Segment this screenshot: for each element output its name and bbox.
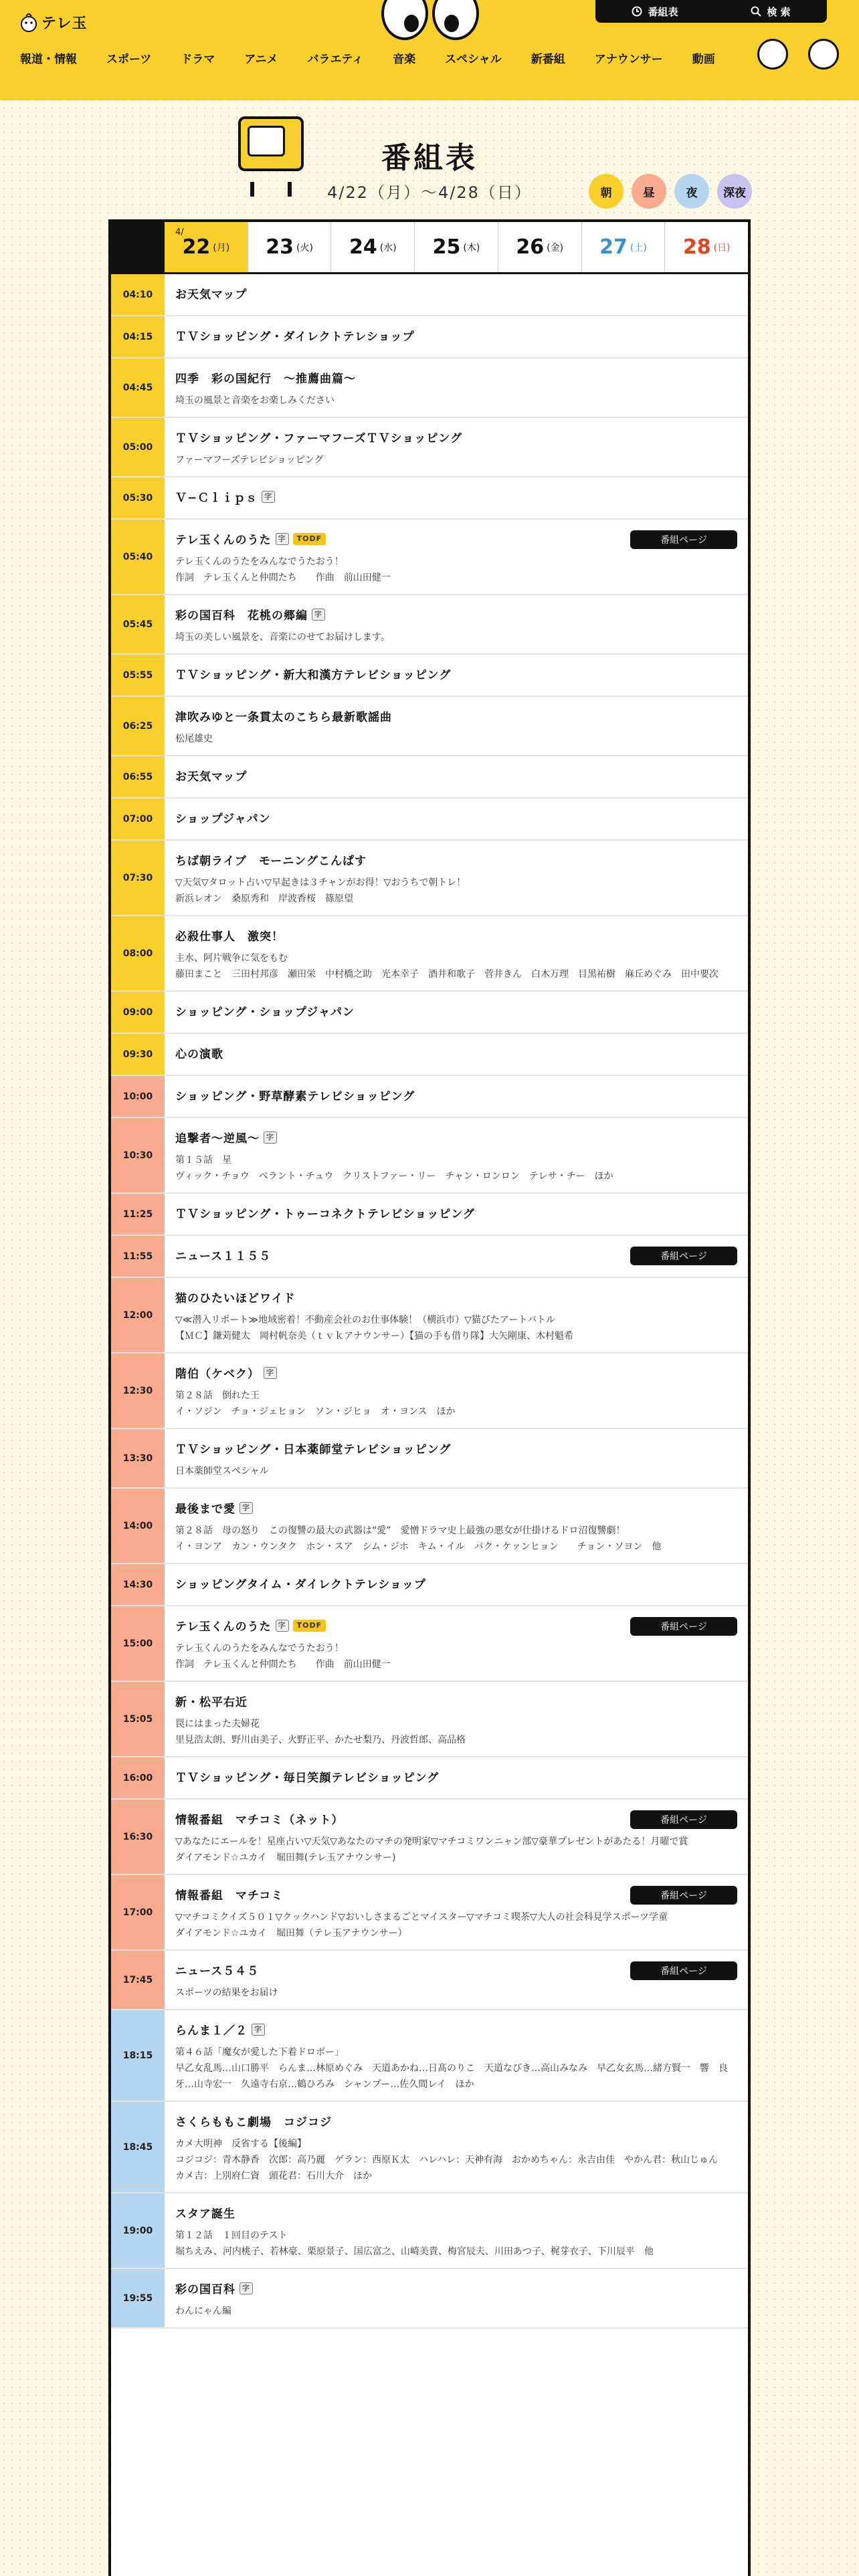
logo-text: テレ玉 <box>41 15 88 32</box>
program-title-text: ニュース５４５ <box>175 1965 260 1978</box>
day-weekday: (金) <box>547 242 564 253</box>
time-filter-group <box>589 174 752 209</box>
program-time: 07:30 <box>111 841 165 915</box>
program-time: 05:55 <box>111 655 165 695</box>
program-title[interactable] <box>175 927 737 944</box>
program-title[interactable] <box>175 369 737 386</box>
description-line: スポーツの結果をお届け <box>175 1988 278 1998</box>
program-cell[interactable] <box>165 1034 748 1075</box>
mascot-icon[interactable] <box>757 39 788 70</box>
day-tabs <box>111 222 748 274</box>
description-line: 里見浩太朗、野川由美子、火野正平、かたせ梨乃、丹波哲郎、高品格 <box>175 1735 466 1745</box>
day-number: 25 <box>432 235 461 259</box>
description-line: 主水、阿片戦争に気をもむ <box>175 953 288 964</box>
program-title[interactable] <box>175 1364 737 1381</box>
nav-item[interactable]: スペシャル <box>445 53 502 66</box>
program-row <box>111 916 748 992</box>
program-row <box>111 1564 748 1606</box>
program-title[interactable] <box>175 606 737 623</box>
program-page-button[interactable]: 番組ページ <box>630 530 737 549</box>
program-cell[interactable] <box>165 1800 748 1874</box>
nav-item[interactable]: 動画 <box>692 53 715 66</box>
program-description <box>175 875 737 907</box>
description-line: 第２８話 母の怒り この復讐の最大の武器は“愛” 愛憎ドラマ史上最強の悪女が仕掛けるドロ沼復讐劇！ <box>175 1525 626 1536</box>
subtitle-badge: 字 <box>276 533 289 545</box>
program-title-text: ＴＶショッピング・新大和漢方テレビショッピング <box>175 669 452 682</box>
date-range: 4/22（月）〜4/28（日） <box>327 183 532 202</box>
character-icon[interactable] <box>808 39 839 70</box>
subtitle-badge: 字 <box>276 1620 289 1632</box>
program-time: 10:30 <box>111 1118 165 1192</box>
program-time: 15:05 <box>111 1682 165 1756</box>
program-cell[interactable] <box>165 1757 748 1798</box>
program-cell[interactable] <box>165 2102 748 2192</box>
program-row <box>111 697 748 756</box>
program-title[interactable] <box>175 1002 737 1019</box>
day-weekday: (日) <box>713 242 731 253</box>
program-row <box>111 992 748 1034</box>
program-row <box>111 1354 748 1429</box>
program-description <box>175 1312 737 1344</box>
program-page-button[interactable]: 番組ページ <box>630 1886 737 1905</box>
program-title[interactable] <box>175 1129 737 1146</box>
program-title-text: ＴＶショッピング・毎日笑顔テレビショッピング <box>175 1772 440 1785</box>
todf-badge: TODF <box>293 1620 326 1632</box>
program-row <box>111 1875 748 1951</box>
program-cell[interactable] <box>165 418 748 476</box>
program-title[interactable] <box>175 2280 737 2296</box>
nav-item[interactable]: ドラマ <box>181 53 215 66</box>
description-line: 【ＭＣ】鎌苅健太 岡村帆奈美（ｔｖｋアナウンサー）【猫の手も借り隊】大矢剛康、木村魁希 <box>175 1331 573 1341</box>
program-title-text: 彩の国百科 <box>175 2283 235 2296</box>
program-title[interactable] <box>175 2021 737 2038</box>
program-cell[interactable] <box>165 1076 748 1117</box>
program-title-text: 必殺仕事人 激突！ <box>175 930 284 944</box>
program-row <box>111 477 748 520</box>
program-row <box>111 756 748 798</box>
day-month: 4/ <box>175 227 184 237</box>
program-row <box>111 2269 748 2329</box>
tama-icon <box>20 13 37 32</box>
day-weekday: (火) <box>296 242 313 253</box>
program-title[interactable] <box>175 327 737 344</box>
program-cell[interactable] <box>165 2269 748 2327</box>
description-line: 第４６話「魔女が愛した下着ドロボー」 <box>175 2047 344 2058</box>
program-cell[interactable] <box>165 1278 748 1352</box>
program-list <box>111 274 748 2329</box>
program-description <box>175 950 737 982</box>
program-title-text: ニュース１１５５ <box>175 1250 272 1263</box>
program-row <box>111 1278 748 1354</box>
program-cell[interactable] <box>165 1429 748 1487</box>
description-line: 日本薬師堂スペシャル <box>175 1466 269 1477</box>
program-cell[interactable] <box>165 1354 748 1428</box>
subtitle-badge: 字 <box>312 609 325 621</box>
day-number: 23 <box>266 235 294 259</box>
program-title-text: テレ玉くんのうた <box>175 534 272 547</box>
program-time: 15:00 <box>111 1606 165 1681</box>
description-line: ヴィック・チョウ ベラント・チュウ クリストファー・リー チャン・ロンロン テレサ・チー ほか <box>175 1171 613 1182</box>
day-number: 26 <box>516 235 545 259</box>
program-row <box>111 274 748 316</box>
program-page-button[interactable]: 番組ページ <box>630 1617 737 1636</box>
program-time: 16:00 <box>111 1757 165 1798</box>
mascot-eyes <box>381 0 480 41</box>
program-title-text: 四季 彩の国紀行 〜推薦曲篇〜 <box>175 372 356 386</box>
program-title-text: 情報番組 マチコミ <box>175 1889 284 1903</box>
program-title-text: らんま１／２ <box>175 2024 248 2038</box>
program-time: 12:00 <box>111 1278 165 1352</box>
program-cell[interactable] <box>165 798 748 839</box>
program-title[interactable] <box>175 2204 737 2221</box>
program-title[interactable] <box>175 1087 737 1103</box>
description-line: ▽天気▽タロット占い▽早起きは３チャンがお得！▽おうちで朝トレ！ <box>175 877 466 888</box>
program-cell[interactable] <box>165 992 748 1033</box>
program-time: 04:15 <box>111 316 165 357</box>
program-title[interactable] <box>175 1768 737 1785</box>
description-line: カメ大明神 反省する【後編】 <box>175 2139 306 2149</box>
program-description <box>175 629 737 645</box>
program-title[interactable] <box>175 1499 737 1516</box>
program-description <box>175 2136 737 2184</box>
description-line: ▽マチコミクイズ５０１▽クックハンド▽おいしさまるごとマイスター▽マチコミ喫茶▽大人の社会科見学スポーツ学童 <box>175 1912 668 1923</box>
page-title: 番組表 <box>381 141 478 175</box>
subtitle-badge: 字 <box>240 1502 253 1514</box>
program-row <box>111 418 748 477</box>
program-row <box>111 1034 748 1076</box>
description-line: ▽あなたにエールを！星座占い▽天気▽あなたのマチの発明家▽マチコミワンニャン部▽豪華プレゼントがあたる！月曜で賞 <box>175 1836 688 1847</box>
time-filter-button[interactable]: 朝 <box>589 174 624 209</box>
program-time: 10:00 <box>111 1076 165 1117</box>
schedule-label: 番組表 <box>648 5 678 18</box>
time-filter-button[interactable]: 昼 <box>632 174 666 209</box>
program-cell[interactable] <box>165 595 748 653</box>
day-tab[interactable] <box>498 222 582 272</box>
program-title-text: ＴＶショッピング・トゥーコネクトテレビショッピング <box>175 1208 475 1221</box>
subtitle-badge: 字 <box>240 2282 253 2294</box>
program-description <box>175 1834 737 1866</box>
utility-bar <box>595 0 827 23</box>
description-line: 作詞 テレ玉くんと仲間たち 作曲 前山田健一 <box>175 572 391 583</box>
program-cell[interactable] <box>165 316 748 357</box>
program-time: 19:55 <box>111 2269 165 2327</box>
program-time: 07:00 <box>111 798 165 839</box>
program-title-text: ショッピング・ショップジャパン <box>175 1006 355 1019</box>
nav-item[interactable]: 新番組 <box>531 53 565 66</box>
program-cell[interactable] <box>165 477 748 518</box>
program-row <box>111 595 748 655</box>
program-time: 04:45 <box>111 358 165 417</box>
program-description <box>175 2044 737 2092</box>
program-time: 13:30 <box>111 1429 165 1487</box>
program-title-text: Ｖ−Ｃｌｉｐｓ <box>175 492 258 505</box>
program-row <box>111 1076 748 1118</box>
description-line: ダイアモンド☆ユカイ 堀田舞(テレ玉アナウンサー) <box>175 1852 396 1863</box>
program-page-button[interactable]: 番組ページ <box>630 1961 737 1980</box>
program-description <box>175 1640 737 1673</box>
nav-item[interactable]: アニメ <box>244 53 278 66</box>
program-time: 08:00 <box>111 916 165 990</box>
program-cell[interactable] <box>165 655 748 695</box>
program-time: 09:00 <box>111 992 165 1033</box>
program-title[interactable] <box>175 429 737 445</box>
program-title-text: 階伯（ケベク） <box>175 1368 260 1381</box>
program-row <box>111 2102 748 2193</box>
description-line: わんにゃん編 <box>175 2306 231 2317</box>
subtitle-badge: 字 <box>264 1132 277 1144</box>
nav-item[interactable]: アナウンサー <box>594 53 663 66</box>
program-title[interactable] <box>175 1204 737 1221</box>
program-row <box>111 1606 748 1682</box>
description-line: 早乙女乱馬…山口勝平 らんま…林原めぐみ 天道あかね…日髙のりこ 天道なびき…高山みなみ 早乙女玄馬…緒方賢一 響 良牙…山寺宏一 久遠寺右京…鶴ひろみ シャンプー…佐久間レイ ほか <box>175 2063 728 2090</box>
program-cell[interactable] <box>165 520 748 594</box>
program-cell[interactable] <box>165 1236 748 1277</box>
program-description <box>175 2303 737 2319</box>
program-title[interactable] <box>175 2113 737 2129</box>
description-line: 堀ちえみ、河内桃子、若林豪、栗原景子、国広富之、山崎美貴、梅宮辰夫、川田あつ子、梶芽衣子、下川辰平 他 <box>175 2246 654 2257</box>
program-time: 09:30 <box>111 1034 165 1075</box>
schedule-table <box>108 219 751 2576</box>
description-line: 第１５話 星 <box>175 1155 231 1166</box>
program-row <box>111 1489 748 1564</box>
program-title[interactable] <box>175 1440 737 1457</box>
program-title-text: ショップジャパン <box>175 813 271 826</box>
program-title[interactable] <box>175 1045 737 1061</box>
program-cell[interactable] <box>165 1682 748 1756</box>
day-number: 22 <box>182 235 211 259</box>
program-time: 17:00 <box>111 1875 165 1949</box>
program-row <box>111 358 748 418</box>
program-description <box>175 731 737 747</box>
program-cell[interactable] <box>165 2193 748 2268</box>
program-title-text: 津吹みゆと一条貫太のこちら最新歌謡曲 <box>175 711 392 724</box>
program-time: 11:25 <box>111 1194 165 1235</box>
program-time: 04:10 <box>111 274 165 315</box>
program-row <box>111 1236 748 1278</box>
program-row <box>111 1118 748 1194</box>
program-description <box>175 1388 737 1420</box>
program-description <box>175 393 737 409</box>
program-cell[interactable] <box>165 1194 748 1235</box>
program-cell[interactable] <box>165 841 748 915</box>
program-time: 18:15 <box>111 2010 165 2101</box>
site-header <box>0 0 859 100</box>
program-row <box>111 2010 748 2102</box>
description-line: イ・ヨンア カン・ウンタク ホン・スア シム・ジホ キム・イル パク・ケァンヒョン チョン・ソヨン 他 <box>175 1541 662 1552</box>
program-title-text: 新・松平右近 <box>175 1696 248 1709</box>
program-title-text: 情報番組 マチコミ（ネット） <box>175 1814 344 1827</box>
program-time: 16:30 <box>111 1800 165 1874</box>
program-cell[interactable] <box>165 1875 748 1949</box>
day-tab[interactable] <box>331 222 415 272</box>
program-title[interactable] <box>175 1289 737 1305</box>
description-line: テレ玉くんのうたをみんなでうたおう！ <box>175 556 344 567</box>
description-line: テレ玉くんのうたをみんなでうたおう！ <box>175 1643 344 1654</box>
day-number: 28 <box>682 235 711 259</box>
program-title-text: ショッピング・野草酵素テレビショッピング <box>175 1090 415 1103</box>
day-tab[interactable] <box>248 222 332 272</box>
program-time: 05:40 <box>111 520 165 594</box>
program-title[interactable] <box>175 665 737 682</box>
program-page-button[interactable]: 番組ページ <box>630 1247 737 1265</box>
description-line: コジコジ：青木静香 次郎：高乃麗 ゲラン：西原Ｋ太 ハレハレ：天神有海 おかめちゃん：永吉由佳 やかん君：秋山じゅん カメ吉：上別府仁資 頭花君：石川大介 ほか <box>175 2155 728 2181</box>
program-description <box>175 1985 737 2001</box>
search-icon <box>751 6 761 17</box>
program-time: 18:45 <box>111 2102 165 2192</box>
program-cell[interactable] <box>165 756 748 797</box>
program-row <box>111 1757 748 1800</box>
subtitle-badge: 字 <box>264 1367 277 1379</box>
program-row <box>111 1951 748 2010</box>
day-tab[interactable] <box>582 222 666 272</box>
description-line: ダイアモンド☆ユカイ 堀田舞（テレ玉アナウンサー） <box>175 1928 407 1939</box>
program-title-text: ＴＶショッピング・ダイレクトテレショップ <box>175 330 415 344</box>
program-title-text: お天気マップ <box>175 288 248 302</box>
day-tab[interactable] <box>665 222 748 272</box>
program-row <box>111 1429 748 1489</box>
program-row <box>111 316 748 358</box>
search-link[interactable] <box>751 5 790 19</box>
program-cell[interactable] <box>165 1606 748 1681</box>
nav-item[interactable]: バラエティ <box>307 53 364 66</box>
program-row <box>111 2193 748 2269</box>
program-title-text: テレ玉くんのうた <box>175 1620 272 1634</box>
program-cell[interactable] <box>165 274 748 315</box>
day-number: 24 <box>349 235 377 259</box>
program-time: 05:45 <box>111 595 165 653</box>
program-title-text: さくらももこ劇場 コジコジ <box>175 2116 332 2129</box>
program-cell[interactable] <box>165 697 748 755</box>
site-logo[interactable] <box>20 12 88 33</box>
program-row <box>111 798 748 841</box>
program-time: 14:00 <box>111 1489 165 1563</box>
program-title[interactable] <box>175 851 737 868</box>
description-line: イ・ソジン チョ・ジェヒョン ソン・ジヒョ オ・ヨンス ほか <box>175 1406 456 1417</box>
nav-item[interactable]: スポーツ <box>106 53 152 66</box>
description-line: 第１２話 １回目のテスト <box>175 2230 288 2241</box>
description-line: ▽≪潜入リポート≫地域密着！不動産会社のお仕事体験！（横浜市）▽猫びたアートバトル <box>175 1315 555 1325</box>
program-time: 05:30 <box>111 477 165 518</box>
program-title[interactable] <box>175 1693 737 1709</box>
clock-icon <box>632 6 642 17</box>
day-weekday: (土) <box>630 242 647 253</box>
program-time: 17:45 <box>111 1951 165 2009</box>
description-line: 松尾雄史 <box>175 734 213 744</box>
day-weekday: (木) <box>463 242 480 253</box>
program-description <box>175 1152 737 1184</box>
program-title-text: ショッピングタイム・ダイレクトテレショップ <box>175 1578 426 1592</box>
schedule-link[interactable] <box>632 5 678 19</box>
day-weekday: (水) <box>379 242 397 253</box>
program-description <box>175 1463 737 1479</box>
program-title-text: お天気マップ <box>175 770 248 784</box>
nav-item[interactable]: 音楽 <box>393 53 416 66</box>
program-description <box>175 2228 737 2260</box>
program-title[interactable] <box>175 488 737 505</box>
subtitle-badge: 字 <box>262 491 275 503</box>
day-weekday: (月) <box>213 242 230 253</box>
main-nav <box>20 49 745 66</box>
description-line: ファーマフーズテレビショッピング <box>175 455 324 465</box>
program-row <box>111 1194 748 1236</box>
program-title-text: ちば朝ライブ モーニングこんぱす <box>175 855 367 868</box>
program-title-text: 猫のひたいほどワイド <box>175 1292 296 1305</box>
description-line: 藤田まこと 三田村邦彦 瀬田栄 中村橋之助 光本幸子 酒井和歌子 菅井きん 白木万理 目黒祐樹 麻丘めぐみ 田中要次 <box>175 969 719 980</box>
program-title[interactable] <box>175 1575 737 1592</box>
program-time: 05:00 <box>111 418 165 476</box>
description-line: 罠にはまった夫婦花 <box>175 1719 260 1729</box>
program-title[interactable] <box>175 767 737 784</box>
program-cell[interactable] <box>165 916 748 990</box>
program-title[interactable] <box>175 708 737 724</box>
nav-item[interactable]: 報道・情報 <box>20 53 77 66</box>
day-tab[interactable] <box>165 222 248 272</box>
description-line: 新浜レオン 桑原秀和 岸波香桜 篠原望 <box>175 893 353 904</box>
program-title-text: スタア誕生 <box>175 2208 235 2221</box>
program-title-text: 心の演歌 <box>175 1048 223 1061</box>
description-line: 埼玉の美しい風景を、音楽にのせてお届けします。 <box>175 632 390 643</box>
description-line: 埼玉の風景と音楽をお楽しみください <box>175 395 335 406</box>
program-description <box>175 452 737 468</box>
program-row <box>111 1800 748 1875</box>
program-cell[interactable] <box>165 1564 748 1605</box>
program-cell[interactable] <box>165 358 748 417</box>
program-title-text: 追撃者〜逆風〜 <box>175 1132 260 1146</box>
description-line: 作詞 テレ玉くんと仲間たち 作曲 前山田健一 <box>175 1659 391 1670</box>
program-time: 12:30 <box>111 1354 165 1428</box>
day-tab[interactable] <box>415 222 498 272</box>
program-title-text: ＴＶショッピング・ファーマフーズＴＶショッピング <box>175 432 462 445</box>
program-cell[interactable] <box>165 2010 748 2101</box>
program-page-button[interactable]: 番組ページ <box>630 1810 737 1829</box>
program-row <box>111 1682 748 1757</box>
program-time: 06:55 <box>111 756 165 797</box>
title-area <box>0 107 859 214</box>
program-title[interactable] <box>175 285 737 302</box>
program-title-text: 最後まで愛 <box>175 1503 235 1516</box>
todf-badge: TODF <box>293 533 326 545</box>
program-row <box>111 520 748 595</box>
time-filter-button[interactable]: 夜 <box>674 174 709 209</box>
program-description <box>175 554 737 586</box>
program-title[interactable] <box>175 809 737 826</box>
program-description <box>175 1909 737 1941</box>
program-cell[interactable] <box>165 1118 748 1192</box>
program-time: 14:30 <box>111 1564 165 1605</box>
time-filter-button[interactable]: 深夜 <box>717 174 752 209</box>
program-description <box>175 1523 737 1555</box>
program-title-text: 彩の国百科 花桃の郷編 <box>175 609 308 623</box>
program-row <box>111 655 748 697</box>
program-time: 06:25 <box>111 697 165 755</box>
program-row <box>111 841 748 916</box>
program-cell[interactable] <box>165 1951 748 2009</box>
program-cell[interactable] <box>165 1489 748 1563</box>
description-line: 第２８話 倒れた王 <box>175 1390 260 1401</box>
program-title-text: ＴＶショッピング・日本薬師堂テレビショッピング <box>175 1443 452 1457</box>
search-label: 検 索 <box>767 5 791 18</box>
subtitle-badge: 字 <box>252 2024 265 2036</box>
program-time: 11:55 <box>111 1236 165 1277</box>
day-number: 27 <box>599 235 628 259</box>
program-time: 19:00 <box>111 2193 165 2268</box>
program-description <box>175 1716 737 1748</box>
